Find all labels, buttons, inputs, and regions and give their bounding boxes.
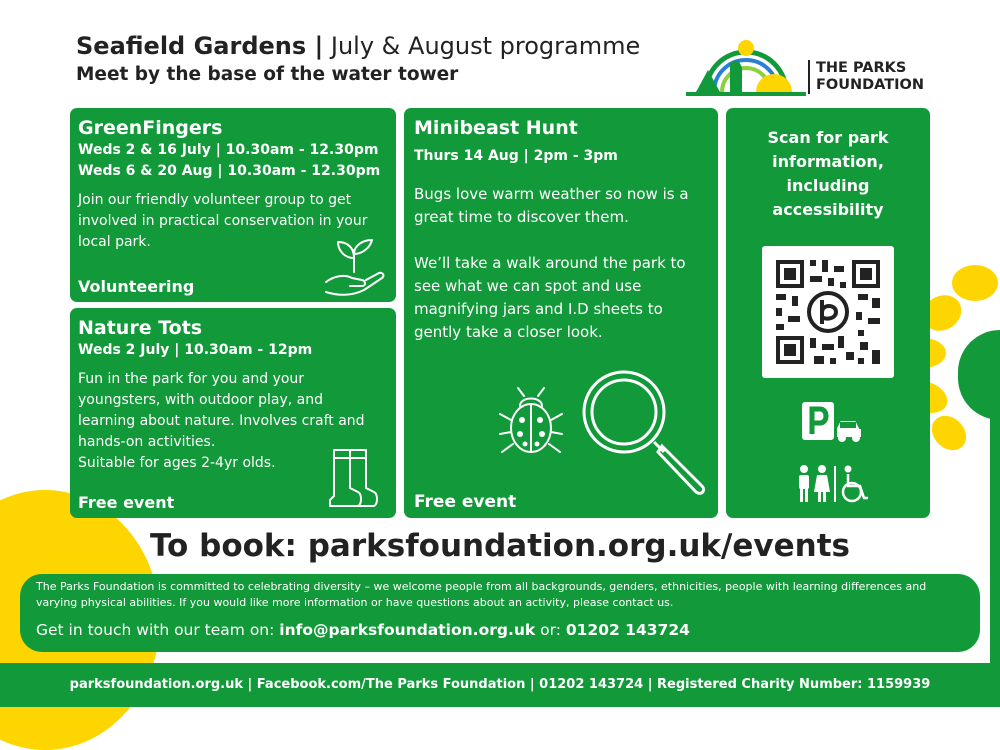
minibeast-body-2: We’ll take a walk around the park to see what we can spot and use magnifying jars and I.D sheets to gently take a closer look. (414, 254, 686, 341)
contact-line: Get in touch with our team on: info@parksfoundation.org.uk or: 01202 143724 (36, 621, 690, 639)
parking-icon (800, 400, 866, 446)
nature-tots-tag: Free event (78, 493, 175, 512)
scan-card (726, 108, 930, 518)
contact-email[interactable]: info@parksfoundation.org.uk (279, 621, 536, 639)
footer-bar: parksfoundation.org.uk | Facebook.com/The Parks Foundation | 01202 143724 | Registered Charity Number: 1159939 (0, 663, 1000, 707)
minibeast-tag: Free event (414, 492, 517, 512)
minibeast-when: Thurs 14 Aug | 2pm - 3pm (414, 148, 618, 164)
scan-text: Scan for park information, including accessibility (767, 128, 889, 219)
greenfingers-when-2: Weds 6 & 20 Aug | 10.30am - 12.30pm (78, 163, 381, 179)
nature-tots-card (70, 308, 396, 518)
logo-line2: FOUNDATION (816, 77, 925, 93)
qr-code-icon[interactable] (762, 246, 894, 378)
minibeast-hunt-card (404, 108, 718, 518)
greenfingers-body: Join our friendly volunteer group to get involved in practical conservation in your local park. (78, 192, 368, 250)
greenfingers-tag: Volunteering (78, 277, 195, 296)
logo-mark-icon (686, 26, 806, 98)
greenfingers-title: GreenFingers (78, 117, 223, 139)
logo-line1: THE PARKS (816, 60, 907, 76)
wellington-boots-icon (324, 446, 384, 512)
nature-tots-body: Fun in the park for you and your youngsters, with outdoor play, and learning about nature. Involves craft and hands-on activities. (78, 371, 365, 450)
diversity-statement: The Parks Foundation is committed to celebrating diversity – we welcome people from all backgrounds, genders, ethnicities, people with learning differences and varying physical abilities. If you would like more information or have questions about an activity, please contact us. (36, 580, 927, 609)
parks-foundation-logo (686, 26, 932, 98)
info-panel (20, 574, 980, 652)
ladybird-icon (498, 386, 564, 456)
nature-tots-age: Suitable for ages 2-4yr olds. (78, 455, 276, 471)
nature-tots-when: Weds 2 July | 10.30am - 12pm (78, 342, 313, 358)
booking-link[interactable]: To book: parksfoundation.org.uk/events (150, 528, 850, 564)
contact-phone[interactable]: 01202 143724 (565, 621, 690, 639)
magnifying-glass-icon (574, 360, 714, 500)
greenfingers-card (70, 108, 396, 302)
nature-tots-title: Nature Tots (78, 317, 203, 339)
toilets-icon (796, 464, 872, 504)
seedling-hand-icon (322, 236, 388, 300)
greenfingers-when-1: Weds 2 & 16 July | 10.30am - 12.30pm (78, 142, 379, 158)
minibeast-title: Minibeast Hunt (414, 117, 578, 139)
minibeast-body-1: Bugs love warm weather so now is a great time to discover them. (414, 185, 689, 226)
page-title: Seafield Gardens | July & August programme (76, 32, 641, 60)
page-subtitle: Meet by the base of the water tower (76, 64, 459, 85)
